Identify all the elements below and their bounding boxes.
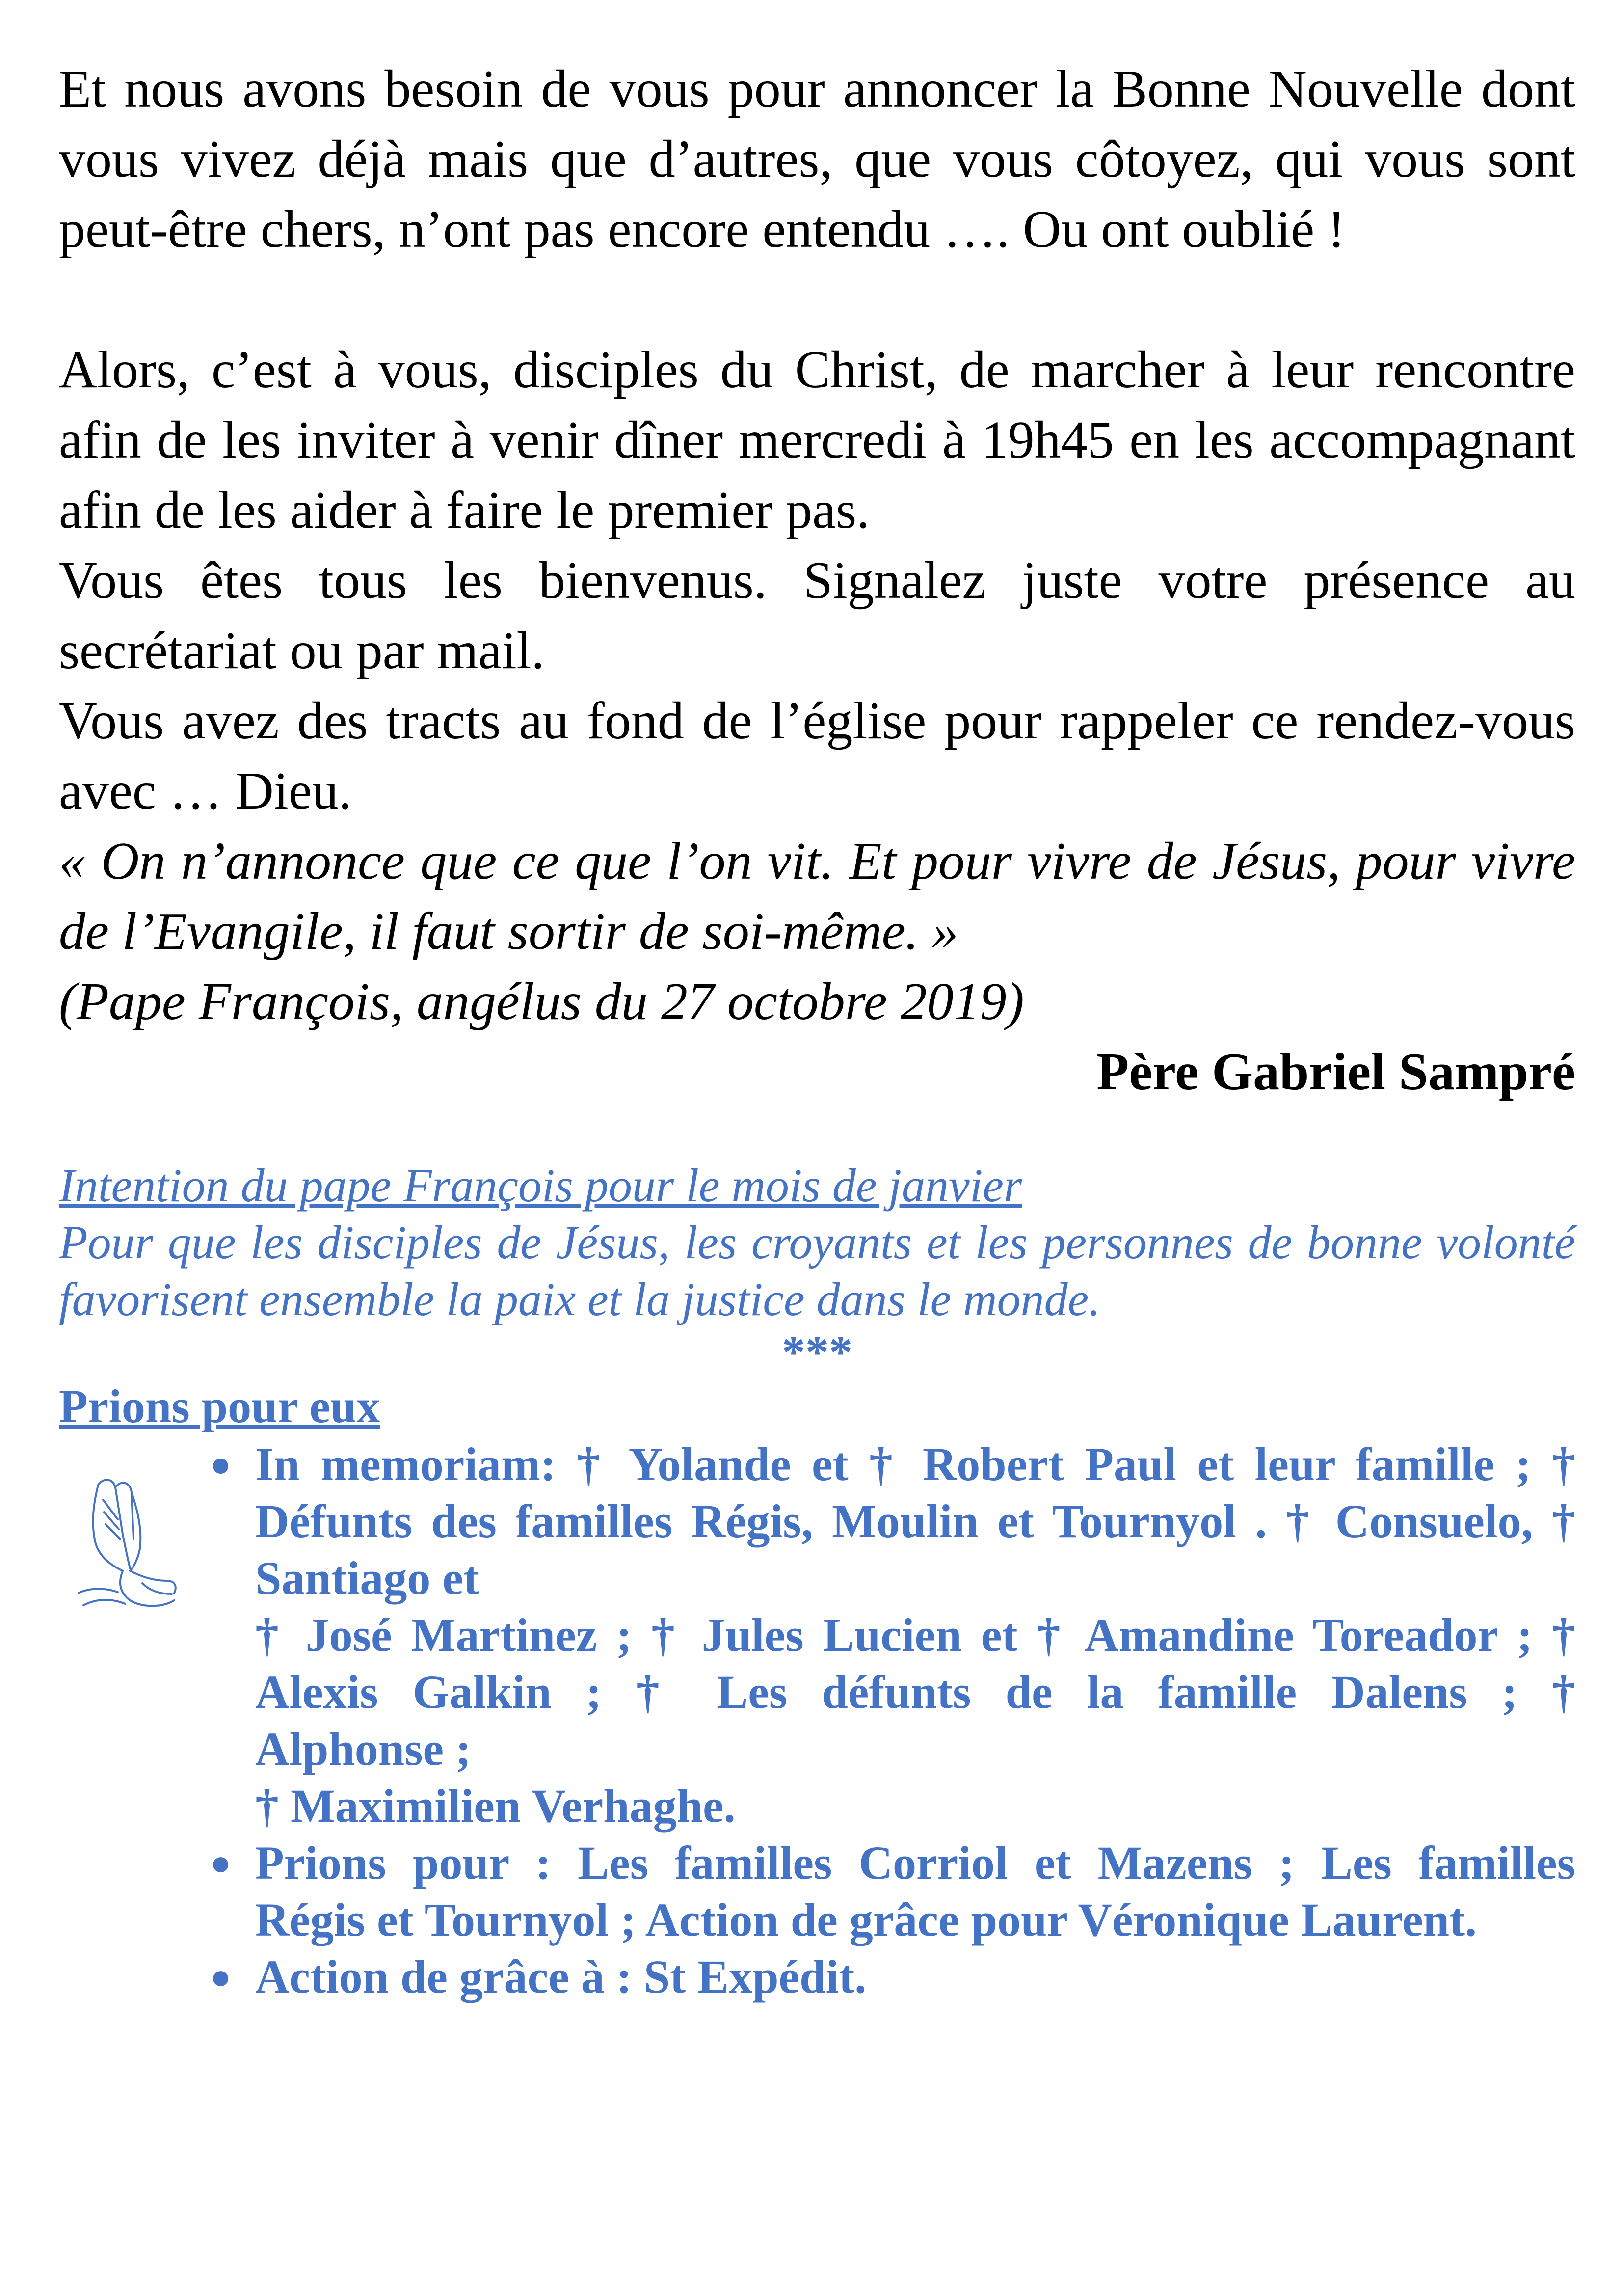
paragraph-announce: Et nous avons besoin de vous pour annoncer la Bonne Nouvelle dont vous vivez déjà mais que d’autres, que vous côtoyez, qui vous sont peut-être chers, n’ont pas encore entendu …. Ou ont oublié ! bbox=[59, 60, 1575, 259]
paragraph-welcome: Vous êtes tous les bienvenus. Signalez juste votre présence au secrétariat ou par mail. bbox=[59, 551, 1575, 680]
prayer-line: In memoriam: † Yolande et † Robert Paul et leur famille ; † bbox=[255, 1438, 1575, 1490]
bullet: ● bbox=[210, 1445, 232, 1484]
prayer-line: Prions pour : Les familles Corriol et Mazens ; Les familles bbox=[255, 1837, 1575, 1889]
prayers-title: Prions pour eux bbox=[59, 1380, 380, 1432]
bullet: ● bbox=[210, 1957, 232, 1997]
prayer-line: † José Martinez ; † Jules Lucien et † Amandine Toreador ; † bbox=[255, 1609, 1575, 1661]
pope-quote: « On n’annonce que ce que l’on vit. Et pour vivre de Jésus, pour vivre de l’Evangile, il faut sortir de soi-même. » bbox=[59, 832, 1575, 961]
prayer-line: Défunts des familles Régis, Moulin et Tournyol . † Consuelo, † bbox=[255, 1495, 1575, 1547]
document-page bbox=[59, 54, 1575, 2005]
prayer-item-action-de-grace bbox=[210, 1948, 1575, 2005]
prayer-line: Santiago et bbox=[255, 1552, 479, 1604]
bullet: ● bbox=[210, 1843, 232, 1883]
prayer-line: Alphonse ; bbox=[255, 1723, 472, 1775]
prayers-list bbox=[59, 1436, 1575, 2005]
prayer-line: Alexis Galkin ; † Les défunts de la famille Dalens ; † bbox=[255, 1666, 1575, 1718]
prayers-section bbox=[59, 1436, 1575, 2005]
paragraph-spacer bbox=[59, 265, 1575, 335]
prayer-item-prions-pour bbox=[210, 1835, 1575, 1948]
intention-text: Pour que les disciples de Jésus, les croyants et les personnes de bonne volonté favorisent ensemble la paix et la justice dans le monde. bbox=[59, 1216, 1575, 1325]
prayer-line: Régis et Tournyol ; Action de grâce pour Véronique Laurent. bbox=[255, 1893, 1477, 1946]
prayer-line: Action de grâce à : St Expédit. bbox=[255, 1950, 867, 2003]
signature: Père Gabriel Sampré bbox=[1096, 1043, 1575, 1101]
quote-source: (Pape François, angélus du 27 octobre 2019) bbox=[59, 972, 1024, 1031]
paragraph-invitation: Alors, c’est à vous, disciples du Christ, de marcher à leur rencontre afin de les inviter à venir dîner mercredi à 19h45 en les accompagnant afin de les aider à faire le premier pas. bbox=[59, 341, 1575, 540]
prayer-item-in-memoriam bbox=[210, 1436, 1575, 1835]
separator-stars: *** bbox=[782, 1326, 852, 1378]
praying-hands-icon bbox=[69, 1465, 182, 1613]
pope-intention bbox=[59, 1157, 1575, 1328]
intention-title: Intention du pape François pour le mois de janvier bbox=[59, 1159, 1022, 1212]
paragraph-tracts: Vous avez des tracts au fond de l’église pour rappeler ce rendez-vous avec … Dieu. bbox=[59, 692, 1575, 820]
prayer-line: † Maximilien Verhaghe. bbox=[255, 1780, 736, 1832]
